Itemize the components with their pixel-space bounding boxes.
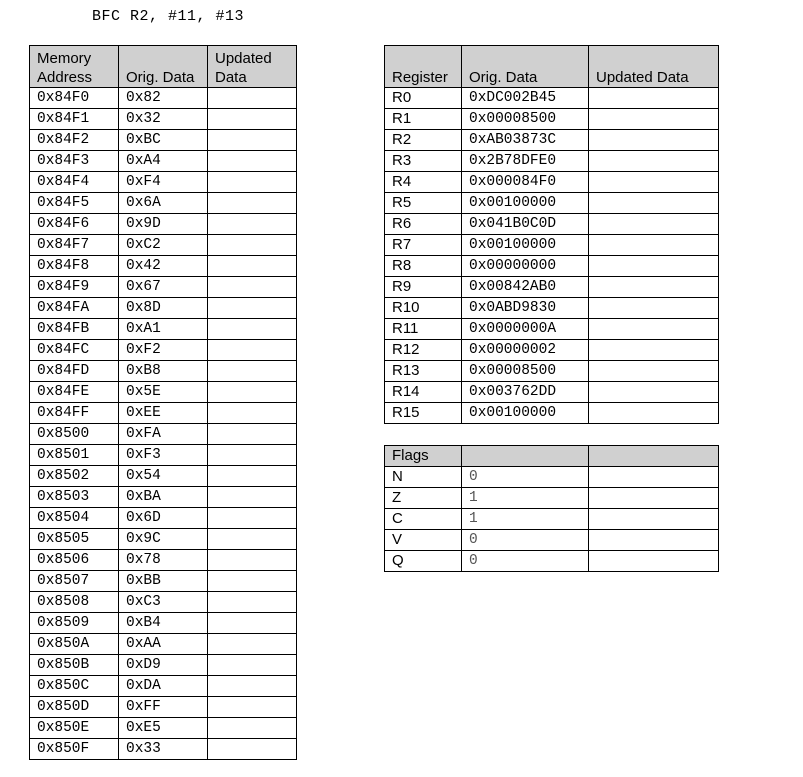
register-name-cell: R0 bbox=[385, 88, 462, 109]
register-name-cell: R10 bbox=[385, 298, 462, 319]
memory-orig-data-cell: 0x82 bbox=[119, 88, 208, 109]
memory-row bbox=[30, 193, 297, 214]
memory-address-cell: 0x84F4 bbox=[30, 172, 119, 193]
memory-table-header-row bbox=[30, 46, 297, 88]
register-orig-data-cell: 0xDC002B45 bbox=[462, 88, 589, 109]
register-updated-data-cell bbox=[589, 88, 719, 109]
memory-updated-data-cell bbox=[208, 172, 297, 193]
memory-updated-data-cell bbox=[208, 88, 297, 109]
register-orig-data-header: Orig. Data bbox=[462, 46, 589, 88]
flags-orig-header bbox=[462, 446, 589, 467]
register-name-cell: R2 bbox=[385, 130, 462, 151]
register-table bbox=[384, 45, 719, 424]
memory-row bbox=[30, 235, 297, 256]
memory-row bbox=[30, 697, 297, 718]
memory-row bbox=[30, 256, 297, 277]
memory-row bbox=[30, 487, 297, 508]
memory-address-cell: 0x8500 bbox=[30, 424, 119, 445]
register-row bbox=[385, 130, 719, 151]
register-updated-data-cell bbox=[589, 403, 719, 424]
register-orig-data-cell: 0x003762DD bbox=[462, 382, 589, 403]
memory-address-cell: 0x850A bbox=[30, 634, 119, 655]
flag-row bbox=[385, 551, 719, 572]
register-row bbox=[385, 193, 719, 214]
memory-orig-data-cell: 0x33 bbox=[119, 739, 208, 760]
memory-orig-data-cell: 0xFF bbox=[119, 697, 208, 718]
memory-updated-data-cell bbox=[208, 277, 297, 298]
memory-orig-data-cell: 0xBB bbox=[119, 571, 208, 592]
flag-orig-value-cell: 1 bbox=[462, 488, 589, 509]
memory-row bbox=[30, 718, 297, 739]
flag-updated-value-cell bbox=[589, 530, 719, 551]
memory-row bbox=[30, 529, 297, 550]
memory-address-cell: 0x8509 bbox=[30, 613, 119, 634]
memory-row bbox=[30, 634, 297, 655]
memory-row bbox=[30, 340, 297, 361]
register-row bbox=[385, 256, 719, 277]
register-header: Register bbox=[385, 46, 462, 88]
memory-row bbox=[30, 592, 297, 613]
memory-address-cell: 0x84F9 bbox=[30, 277, 119, 298]
memory-address-cell: 0x84F8 bbox=[30, 256, 119, 277]
flag-updated-value-cell bbox=[589, 467, 719, 488]
flag-row bbox=[385, 488, 719, 509]
memory-updated-data-cell bbox=[208, 361, 297, 382]
flag-orig-value-cell: 0 bbox=[462, 467, 589, 488]
memory-updated-data-cell bbox=[208, 109, 297, 130]
memory-row bbox=[30, 676, 297, 697]
register-row bbox=[385, 319, 719, 340]
memory-orig-data-cell: 0x8D bbox=[119, 298, 208, 319]
register-orig-data-cell: 0x00008500 bbox=[462, 109, 589, 130]
register-orig-data-cell: 0x00008500 bbox=[462, 361, 589, 382]
memory-updated-data-cell bbox=[208, 403, 297, 424]
register-name-cell: R13 bbox=[385, 361, 462, 382]
memory-row bbox=[30, 655, 297, 676]
register-updated-data-cell bbox=[589, 340, 719, 361]
memory-updated-data-cell bbox=[208, 718, 297, 739]
memory-updated-data-cell bbox=[208, 487, 297, 508]
memory-updated-data-cell bbox=[208, 151, 297, 172]
memory-orig-data-cell: 0x5E bbox=[119, 382, 208, 403]
register-updated-data-cell bbox=[589, 235, 719, 256]
register-orig-data-cell: 0x00100000 bbox=[462, 193, 589, 214]
flag-name-cell: C bbox=[385, 509, 462, 530]
memory-row bbox=[30, 277, 297, 298]
register-orig-data-cell: 0x00000000 bbox=[462, 256, 589, 277]
memory-updated-data-cell bbox=[208, 130, 297, 151]
register-orig-data-cell: 0x2B78DFE0 bbox=[462, 151, 589, 172]
register-orig-data-cell: 0x041B0C0D bbox=[462, 214, 589, 235]
flag-name-cell: V bbox=[385, 530, 462, 551]
flags-table-header-row bbox=[385, 446, 719, 467]
memory-orig-data-cell: 0xAA bbox=[119, 634, 208, 655]
memory-updated-data-cell bbox=[208, 508, 297, 529]
memory-row bbox=[30, 445, 297, 466]
flag-row bbox=[385, 530, 719, 551]
register-orig-data-cell: 0x00100000 bbox=[462, 403, 589, 424]
memory-orig-data-cell: 0x54 bbox=[119, 466, 208, 487]
memory-updated-data-cell bbox=[208, 193, 297, 214]
flag-name-cell: N bbox=[385, 467, 462, 488]
memory-row bbox=[30, 571, 297, 592]
memory-address-cell: 0x84F7 bbox=[30, 235, 119, 256]
memory-orig-data-cell: 0xE5 bbox=[119, 718, 208, 739]
register-row bbox=[385, 403, 719, 424]
register-name-cell: R6 bbox=[385, 214, 462, 235]
memory-orig-data-cell: 0xF3 bbox=[119, 445, 208, 466]
memory-address-cell: 0x850D bbox=[30, 697, 119, 718]
memory-row bbox=[30, 508, 297, 529]
memory-updated-data-cell bbox=[208, 592, 297, 613]
memory-address-cell: 0x84FD bbox=[30, 361, 119, 382]
memory-orig-data-cell: 0x9D bbox=[119, 214, 208, 235]
memory-row bbox=[30, 382, 297, 403]
register-row bbox=[385, 382, 719, 403]
register-row bbox=[385, 214, 719, 235]
memory-updated-data-cell bbox=[208, 382, 297, 403]
register-orig-data-cell: 0x00842AB0 bbox=[462, 277, 589, 298]
memory-orig-data-cell: 0xB4 bbox=[119, 613, 208, 634]
register-row bbox=[385, 172, 719, 193]
memory-orig-data-cell: 0x9C bbox=[119, 529, 208, 550]
memory-address-cell: 0x84FC bbox=[30, 340, 119, 361]
memory-address-cell: 0x850F bbox=[30, 739, 119, 760]
register-table-header-row bbox=[385, 46, 719, 88]
memory-row bbox=[30, 319, 297, 340]
memory-row bbox=[30, 130, 297, 151]
memory-address-cell: 0x84FA bbox=[30, 298, 119, 319]
memory-updated-data-cell bbox=[208, 214, 297, 235]
memory-address-cell: 0x84F0 bbox=[30, 88, 119, 109]
register-name-cell: R15 bbox=[385, 403, 462, 424]
memory-updated-data-cell bbox=[208, 235, 297, 256]
memory-row bbox=[30, 214, 297, 235]
memory-orig-data-cell: 0xF4 bbox=[119, 172, 208, 193]
memory-address-cell: 0x850E bbox=[30, 718, 119, 739]
memory-address-cell: 0x84FE bbox=[30, 382, 119, 403]
memory-row bbox=[30, 172, 297, 193]
memory-address-cell: 0x8506 bbox=[30, 550, 119, 571]
memory-updated-data-cell bbox=[208, 424, 297, 445]
flag-updated-value-cell bbox=[589, 551, 719, 572]
flag-row bbox=[385, 467, 719, 488]
memory-address-header: Memory Address bbox=[30, 46, 119, 88]
register-row bbox=[385, 298, 719, 319]
memory-row bbox=[30, 361, 297, 382]
register-name-cell: R7 bbox=[385, 235, 462, 256]
memory-updated-data-cell bbox=[208, 529, 297, 550]
memory-orig-data-cell: 0x42 bbox=[119, 256, 208, 277]
memory-address-cell: 0x8503 bbox=[30, 487, 119, 508]
memory-row bbox=[30, 550, 297, 571]
memory-orig-data-cell: 0xC3 bbox=[119, 592, 208, 613]
register-name-cell: R1 bbox=[385, 109, 462, 130]
register-updated-data-header: Updated Data bbox=[589, 46, 719, 88]
register-row bbox=[385, 109, 719, 130]
memory-row bbox=[30, 466, 297, 487]
memory-updated-data-cell bbox=[208, 298, 297, 319]
memory-updated-data-cell bbox=[208, 466, 297, 487]
register-updated-data-cell bbox=[589, 109, 719, 130]
memory-orig-data-cell: 0xEE bbox=[119, 403, 208, 424]
memory-address-cell: 0x8502 bbox=[30, 466, 119, 487]
memory-address-cell: 0x8507 bbox=[30, 571, 119, 592]
memory-orig-data-cell: 0xA1 bbox=[119, 319, 208, 340]
register-updated-data-cell bbox=[589, 214, 719, 235]
instruction-text: BFC R2, #11, #13 bbox=[92, 8, 245, 25]
memory-updated-data-cell bbox=[208, 571, 297, 592]
memory-orig-data-cell: 0xC2 bbox=[119, 235, 208, 256]
flags-table bbox=[384, 445, 719, 572]
memory-updated-data-cell bbox=[208, 676, 297, 697]
memory-orig-data-cell: 0xBA bbox=[119, 487, 208, 508]
memory-orig-data-cell: 0x78 bbox=[119, 550, 208, 571]
memory-address-cell: 0x84F5 bbox=[30, 193, 119, 214]
flag-updated-value-cell bbox=[589, 488, 719, 509]
memory-updated-data-cell bbox=[208, 655, 297, 676]
memory-updated-data-cell bbox=[208, 697, 297, 718]
memory-orig-data-cell: 0xDA bbox=[119, 676, 208, 697]
register-row bbox=[385, 340, 719, 361]
register-orig-data-cell: 0x00000002 bbox=[462, 340, 589, 361]
register-name-cell: R11 bbox=[385, 319, 462, 340]
register-updated-data-cell bbox=[589, 172, 719, 193]
register-updated-data-cell bbox=[589, 319, 719, 340]
memory-address-cell: 0x84F3 bbox=[30, 151, 119, 172]
memory-orig-data-cell: 0xD9 bbox=[119, 655, 208, 676]
memory-address-cell: 0x84F2 bbox=[30, 130, 119, 151]
register-updated-data-cell bbox=[589, 277, 719, 298]
register-orig-data-cell: 0x00100000 bbox=[462, 235, 589, 256]
register-row bbox=[385, 151, 719, 172]
memory-orig-data-cell: 0xBC bbox=[119, 130, 208, 151]
register-updated-data-cell bbox=[589, 298, 719, 319]
memory-orig-data-cell: 0x6A bbox=[119, 193, 208, 214]
memory-address-cell: 0x8505 bbox=[30, 529, 119, 550]
memory-row bbox=[30, 739, 297, 760]
memory-updated-data-cell bbox=[208, 739, 297, 760]
register-updated-data-cell bbox=[589, 361, 719, 382]
register-row bbox=[385, 361, 719, 382]
memory-row bbox=[30, 613, 297, 634]
flag-orig-value-cell: 1 bbox=[462, 509, 589, 530]
memory-updated-data-cell bbox=[208, 550, 297, 571]
memory-row bbox=[30, 109, 297, 130]
flag-row bbox=[385, 509, 719, 530]
register-name-cell: R4 bbox=[385, 172, 462, 193]
register-orig-data-cell: 0xAB03873C bbox=[462, 130, 589, 151]
memory-orig-data-cell: 0xFA bbox=[119, 424, 208, 445]
flag-name-cell: Z bbox=[385, 488, 462, 509]
register-name-cell: R9 bbox=[385, 277, 462, 298]
register-orig-data-cell: 0x0ABD9830 bbox=[462, 298, 589, 319]
register-updated-data-cell bbox=[589, 151, 719, 172]
flag-orig-value-cell: 0 bbox=[462, 530, 589, 551]
register-updated-data-cell bbox=[589, 256, 719, 277]
memory-updated-data-cell bbox=[208, 256, 297, 277]
memory-row bbox=[30, 424, 297, 445]
register-name-cell: R3 bbox=[385, 151, 462, 172]
memory-orig-data-header: Orig. Data bbox=[119, 46, 208, 88]
memory-orig-data-cell: 0x6D bbox=[119, 508, 208, 529]
register-row bbox=[385, 235, 719, 256]
memory-address-cell: 0x84FF bbox=[30, 403, 119, 424]
memory-orig-data-cell: 0xF2 bbox=[119, 340, 208, 361]
memory-orig-data-cell: 0xB8 bbox=[119, 361, 208, 382]
memory-updated-data-cell bbox=[208, 319, 297, 340]
memory-table bbox=[29, 45, 297, 760]
flag-orig-value-cell: 0 bbox=[462, 551, 589, 572]
register-name-cell: R12 bbox=[385, 340, 462, 361]
memory-orig-data-cell: 0x67 bbox=[119, 277, 208, 298]
register-name-cell: R14 bbox=[385, 382, 462, 403]
memory-orig-data-cell: 0x32 bbox=[119, 109, 208, 130]
memory-updated-data-cell bbox=[208, 613, 297, 634]
memory-address-cell: 0x850C bbox=[30, 676, 119, 697]
memory-row bbox=[30, 298, 297, 319]
register-updated-data-cell bbox=[589, 382, 719, 403]
memory-updated-data-header: Updated Data bbox=[208, 46, 297, 88]
memory-orig-data-cell: 0xA4 bbox=[119, 151, 208, 172]
flags-updated-header bbox=[589, 446, 719, 467]
memory-address-cell: 0x8504 bbox=[30, 508, 119, 529]
flags-header: Flags bbox=[385, 446, 462, 467]
flag-name-cell: Q bbox=[385, 551, 462, 572]
register-updated-data-cell bbox=[589, 130, 719, 151]
register-name-cell: R8 bbox=[385, 256, 462, 277]
memory-address-cell: 0x8501 bbox=[30, 445, 119, 466]
memory-address-cell: 0x84F6 bbox=[30, 214, 119, 235]
memory-address-cell: 0x84F1 bbox=[30, 109, 119, 130]
memory-updated-data-cell bbox=[208, 445, 297, 466]
register-updated-data-cell bbox=[589, 193, 719, 214]
register-orig-data-cell: 0x0000000A bbox=[462, 319, 589, 340]
register-row bbox=[385, 88, 719, 109]
register-row bbox=[385, 277, 719, 298]
memory-updated-data-cell bbox=[208, 634, 297, 655]
register-orig-data-cell: 0x000084F0 bbox=[462, 172, 589, 193]
memory-address-cell: 0x8508 bbox=[30, 592, 119, 613]
memory-address-cell: 0x850B bbox=[30, 655, 119, 676]
memory-row bbox=[30, 403, 297, 424]
memory-row bbox=[30, 88, 297, 109]
register-name-cell: R5 bbox=[385, 193, 462, 214]
flag-updated-value-cell bbox=[589, 509, 719, 530]
memory-updated-data-cell bbox=[208, 340, 297, 361]
memory-row bbox=[30, 151, 297, 172]
memory-address-cell: 0x84FB bbox=[30, 319, 119, 340]
